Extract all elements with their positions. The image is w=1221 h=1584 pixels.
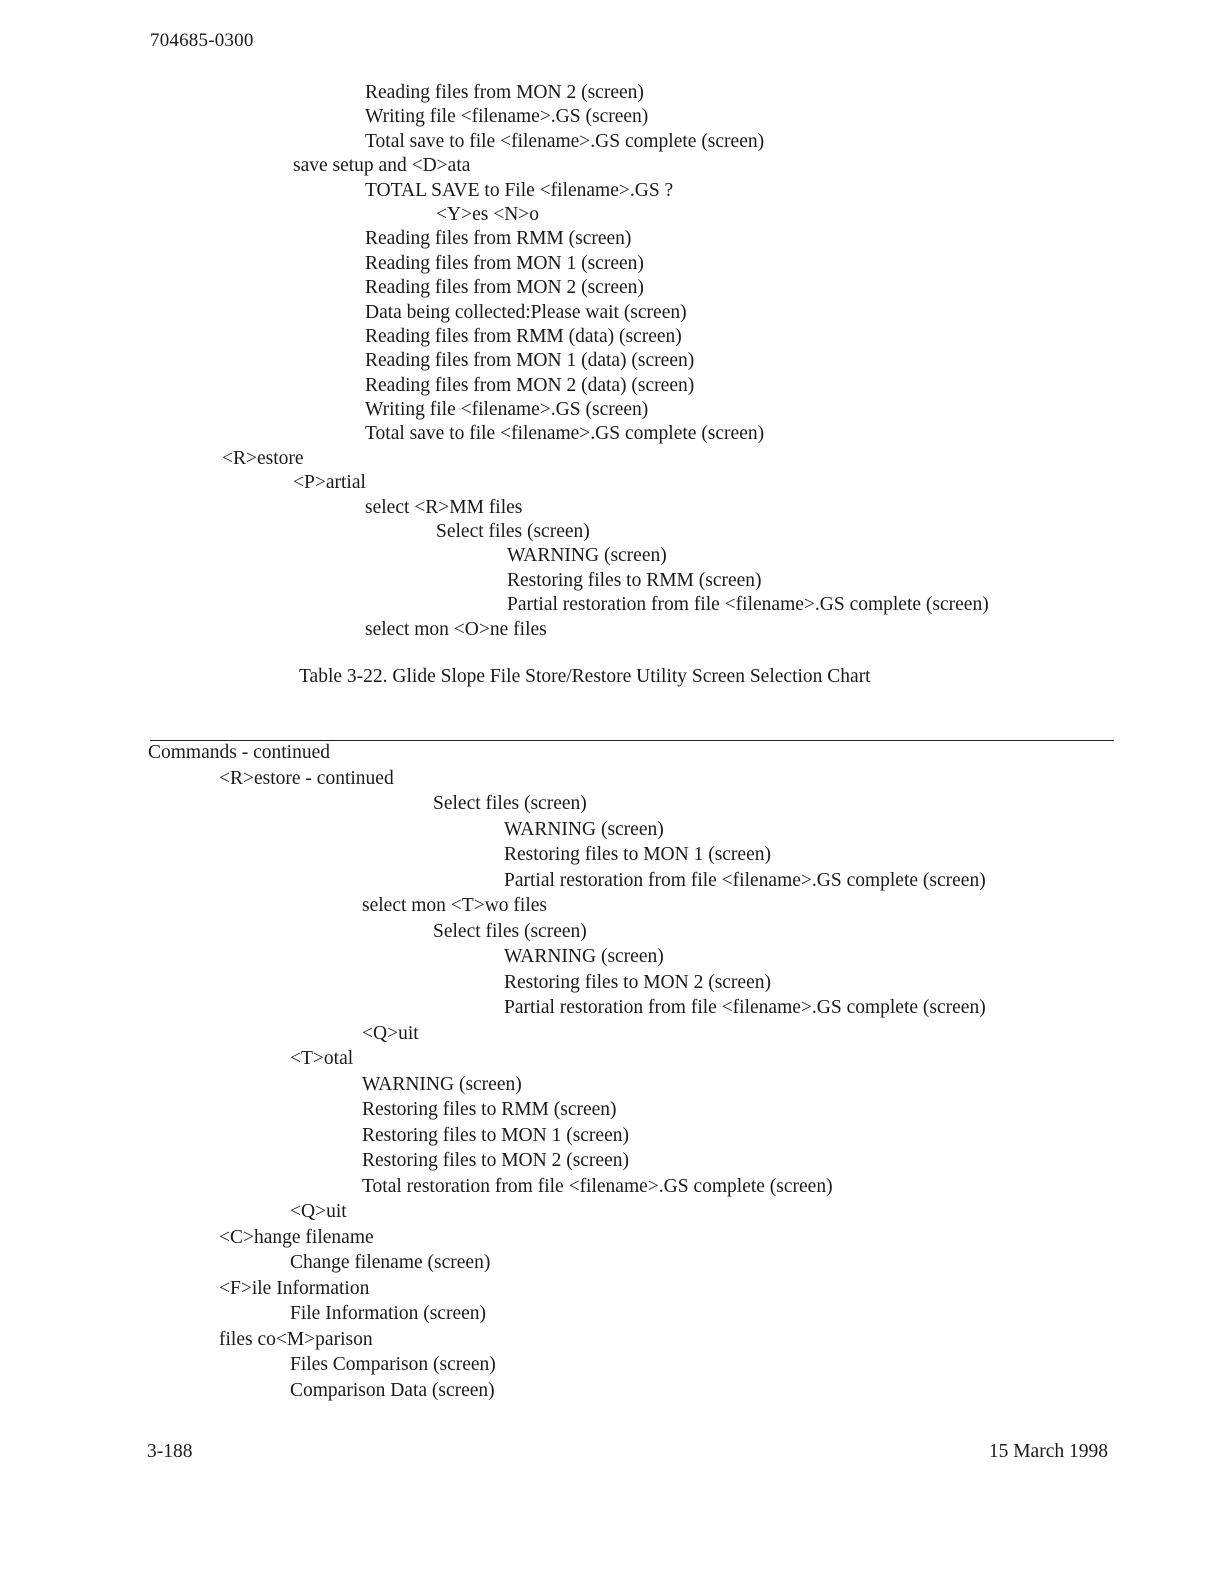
chart-line: Writing file <filename>.GS (screen) [365,106,649,128]
chart-line: <C>hange filename [219,1226,374,1248]
chart-line: File Information (screen) [290,1303,487,1324]
chart-line: save setup and <D>ata [293,155,471,177]
chart-line: files co<M>parison [219,1328,373,1350]
chart-line: WARNING (screen) [504,818,664,840]
chart-line: Select files (screen) [436,521,590,543]
chart-line: Restoring files to MON 2 (screen) [362,1150,629,1171]
chart-line: Commands - continued [148,742,330,763]
chart-line: <R>estore [222,447,304,469]
chart-line: Reading files from MON 2 (screen) [365,82,644,103]
chart-line: Partial restoration from file <filename>.GS complete (screen) [504,869,986,891]
chart-line: Files Comparison (screen) [290,1354,496,1375]
chart-line: Restoring files to RMM (screen) [362,1099,617,1120]
chart-line: <Q>uit [362,1022,419,1044]
chart-line: Reading files from MON 2 (screen) [365,277,644,299]
chart-line: select mon <T>wo files [362,895,547,916]
chart-line: Change filename (screen) [290,1252,491,1273]
chart-line: Select files (screen) [433,793,587,814]
chart-line: Select files (screen) [433,920,587,942]
chart-line: Restoring files to RMM (screen) [507,569,762,591]
chart-line: <P>artial [293,472,366,494]
page-date: 15 March 1998 [988,1441,1108,1462]
chart-line: Restoring files to MON 1 (screen) [362,1124,629,1146]
chart-line: Reading files from RMM (screen) [365,228,632,250]
chart-line: WARNING (screen) [504,946,664,967]
document-number: 704685-0300 [150,30,254,51]
chart-line: Restoring files to MON 2 (screen) [504,971,771,993]
chart-line: Comparison Data (screen) [290,1379,495,1401]
table-caption: Table 3-22. Glide Slope File Store/Restore Utility Screen Selection Chart [299,666,871,687]
chart-line: <T>otal [290,1048,354,1069]
chart-line: TOTAL SAVE to File <filename>.GS ? [365,179,674,201]
chart-line: WARNING (screen) [507,545,667,567]
chart-line: WARNING (screen) [362,1073,522,1095]
chart-line: Total save to file <filename>.GS complete (screen) [365,423,765,445]
screen-chart-upper [0,81,1221,642]
chart-line: Partial restoration from file <filename>.GS complete (screen) [504,997,986,1018]
chart-line: Reading files from MON 2 (data) (screen) [365,374,695,396]
page-number: 3-188 [147,1441,193,1462]
chart-line: Reading files from RMM (data) (screen) [365,325,682,347]
chart-line: select mon <O>ne files [365,618,547,640]
chart-line: Data being collected:Please wait (screen) [365,301,687,323]
screen-chart-lower [0,740,1221,1403]
chart-line: <R>estore - continued [219,767,394,789]
chart-line: select <R>MM files [365,496,523,518]
chart-line: Writing file <filename>.GS (screen) [365,399,649,421]
chart-line: <Q>uit [290,1201,347,1222]
chart-line: Total save to file <filename>.GS complete (screen) [365,130,765,152]
chart-line: Partial restoration from file <filename>.GS complete (screen) [507,594,989,616]
chart-line: <Y>es <N>o [436,203,540,225]
chart-line: <F>ile Information [219,1277,370,1299]
chart-line: Reading files from MON 1 (data) (screen) [365,350,695,372]
chart-line: Total restoration from file <filename>.GS complete (screen) [362,1175,833,1197]
chart-line: Restoring files to MON 1 (screen) [504,844,771,865]
chart-line: Reading files from MON 1 (screen) [365,252,644,274]
